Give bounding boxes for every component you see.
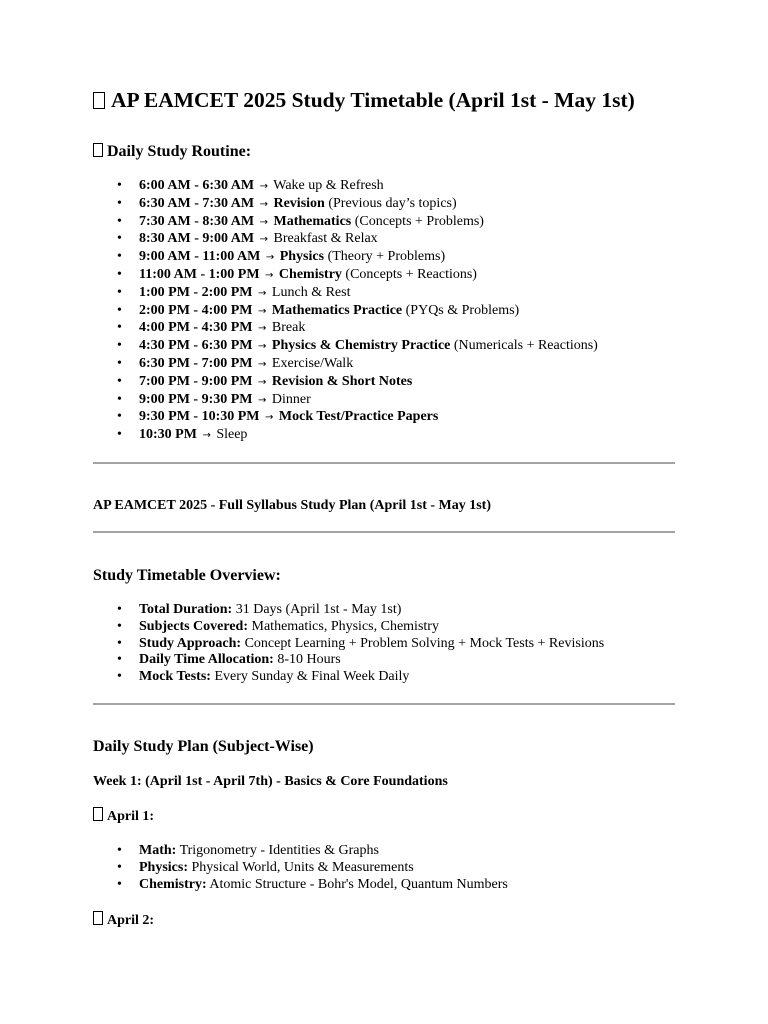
arrow-icon: → [265,269,274,281]
overview-item [139,602,675,619]
daily-plan-heading: Daily Study Plan (Subject-Wise) [93,737,314,755]
arrow-icon: → [202,430,211,442]
routine-time: 6:00 AM - 6:30 AM [139,178,255,193]
routine-item [139,374,675,392]
routine-activity: (Theory + Problems) [324,249,446,265]
day-topic-item [139,843,675,860]
overview-value: Mathematics, Physics, Chemistry [248,618,439,634]
overview-list [93,602,675,686]
overview-label: Study Approach: [139,635,242,651]
overview-item [139,619,675,636]
routine-time: 6:30 AM - 7:30 AM [139,195,255,211]
routine-time: 7:00 PM - 9:00 PM [139,373,253,389]
day-topic-list [93,843,675,893]
week-title: Week 1: (April 1st - April 7th) - Basics & Core Foundations [93,773,448,789]
routine-item [139,249,675,267]
routine-item [139,356,675,374]
overview-label: Mock Tests: [139,669,211,685]
arrow-icon: → [258,341,267,353]
day-title-text: April 2: [107,913,155,929]
arrow-icon: → [258,376,267,388]
routine-activity-bold: Physics [279,249,325,265]
routine-time: 6:30 PM - 7:00 PM [139,355,253,371]
routine-activity: (Concepts + Reactions) [341,266,477,282]
overview-label: Total Duration: [139,601,233,617]
arrow-icon: → [259,198,268,210]
routine-item [139,267,675,285]
arrow-icon: → [265,252,275,264]
overview-value: 8-10 Hours [273,652,341,668]
topic-text: Atomic Structure - Bohr's Model, Quantum Numbers [206,876,508,892]
divider [93,703,675,705]
routine-item [139,338,675,356]
routine-time: 11:00 AM - 1:00 PM [139,266,260,282]
page-title-text: AP EAMCET 2025 Study Timetable (April 1st - May 1st) [111,88,635,112]
overview-heading: Study Timetable Overview: [93,566,281,584]
overview-value: 31 Days (April 1st - May 1st) [232,601,402,617]
routine-time: 8:30 AM - 9:00 AM [139,231,255,247]
arrow-icon: → [259,234,268,246]
routine-activity: Wake up & Refresh [273,178,384,193]
overview-label: Subjects Covered: [139,618,249,634]
routine-list [93,178,675,445]
topic-text: Trigonometry - Identities & Graphs [176,842,379,858]
routine-time: 9:30 PM - 10:30 PM [139,409,260,425]
routine-item [139,285,675,303]
routine-activity: Sleep [216,427,248,443]
arrow-icon: → [259,181,268,192]
routine-item [139,214,675,232]
arrow-icon: → [265,412,274,424]
routine-activity-bold: Revision & Short Notes [271,373,413,389]
arrow-icon: → [258,358,267,370]
routine-activity: Break [271,320,306,336]
routine-activity: (Concepts + Problems) [351,213,484,229]
missing-glyph-icon [93,92,105,109]
day-topic-item [139,860,675,877]
routine-time: 1:00 PM - 2:00 PM [139,284,253,300]
subject-label: Chemistry: [139,876,207,892]
routine-time: 9:00 PM - 9:30 PM [139,391,253,407]
routine-activity-bold: Mock Test/Practice Papers [278,409,439,425]
routine-activity-bold: Mathematics [273,213,352,229]
plan-title: AP EAMCET 2025 - Full Syllabus Study Plan (April 1st - May 1st) [93,497,492,513]
overview-item [139,636,675,653]
routine-activity: (Previous day’s topics) [324,195,457,211]
missing-glyph-icon [93,807,103,821]
subject-label: Physics: [139,859,188,875]
divider [93,462,675,464]
overview-value: Concept Learning + Problem Solving + Mock Tests + Revisions [241,635,605,651]
arrow-icon: → [259,216,268,228]
routine-item [139,196,675,214]
routine-item [139,231,675,249]
divider [93,531,675,533]
arrow-icon: → [258,305,267,317]
missing-glyph-icon [93,911,103,925]
arrow-icon: → [258,287,267,299]
routine-activity: Lunch & Rest [271,284,351,300]
missing-glyph-icon [93,143,103,157]
routine-time: 2:00 PM - 4:00 PM [139,302,253,318]
routine-activity: (Numericals + Reactions) [450,338,598,354]
subject-label: Math: [139,842,177,858]
routine-heading-text: Daily Study Routine: [107,143,252,160]
routine-heading [93,142,675,162]
day-title [93,911,675,929]
topic-text: Physical World, Units & Measurements [188,859,414,875]
page-title [93,0,675,113]
routine-time: 7:30 AM - 8:30 AM [139,213,255,229]
routine-activity-bold: Mathematics Practice [271,302,403,318]
day-title [93,807,675,825]
routine-time: 4:00 PM - 4:30 PM [139,320,253,336]
routine-item [139,392,675,410]
routine-item [139,178,675,196]
routine-item [139,320,675,338]
day-title-text: April 1: [107,808,155,824]
routine-activity-bold: Chemistry [278,266,342,282]
arrow-icon: → [258,323,267,335]
overview-value: Every Sunday & Final Week Daily [210,669,410,685]
routine-activity-bold: Revision [273,195,325,211]
routine-activity-bold: Physics & Chemistry Practice [271,338,451,354]
routine-item [139,409,675,427]
routine-time: 4:30 PM - 6:30 PM [139,338,253,354]
overview-item [139,652,675,669]
routine-activity: Dinner [271,391,311,407]
routine-item [139,303,675,321]
routine-activity: Exercise/Walk [271,355,354,371]
day-topic-item [139,877,675,894]
routine-activity: Breakfast & Relax [273,231,378,247]
overview-item [139,669,675,686]
overview-label: Daily Time Allocation: [139,652,274,668]
arrow-icon: → [258,394,267,406]
routine-activity: (PYQs & Problems) [402,302,520,318]
routine-time: 9:00 AM - 11:00 AM [139,249,261,265]
routine-item [139,427,675,445]
routine-time: 10:30 PM [139,427,197,443]
